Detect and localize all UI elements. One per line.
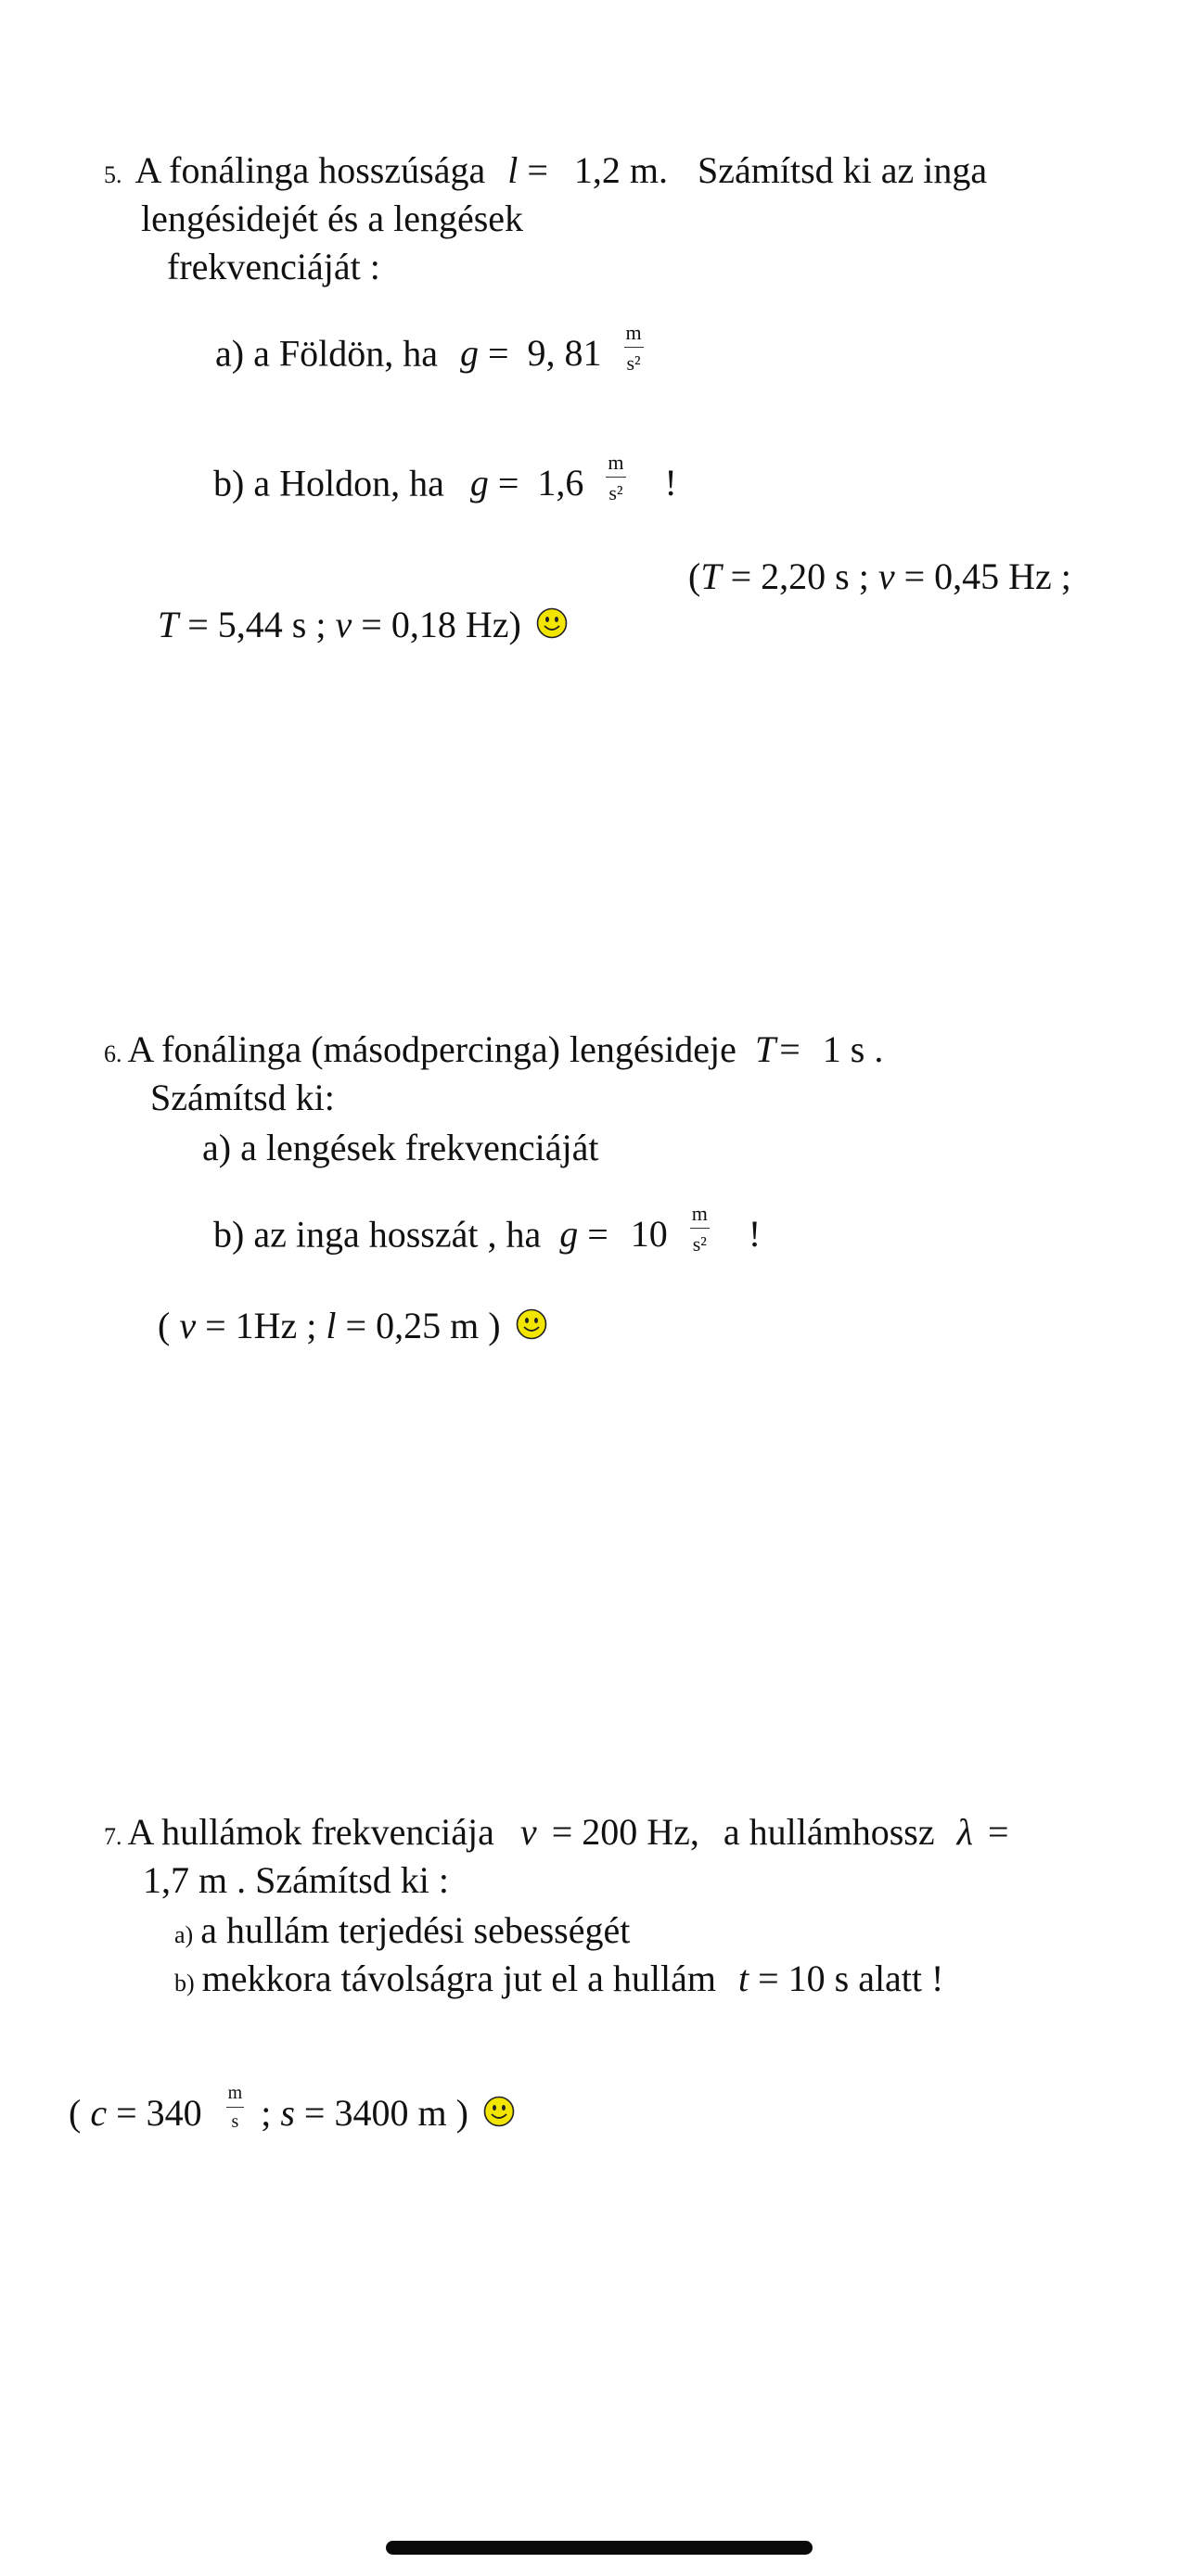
p7-a bbox=[174, 1909, 631, 1951]
p5-b-var: g bbox=[469, 462, 489, 504]
p5-eq1: = bbox=[527, 149, 548, 191]
p7-b bbox=[174, 1960, 943, 1997]
smiley-icon bbox=[516, 1308, 547, 1340]
p7-b-rest: = 10 s alatt ! bbox=[749, 1958, 944, 1999]
p6-a: a) a lengések frekvenciáját bbox=[202, 1127, 599, 1168]
p6-b bbox=[213, 1202, 762, 1266]
p5-a-var: g bbox=[459, 332, 479, 375]
p5-a bbox=[215, 321, 653, 385]
p7-number: 7. bbox=[104, 1823, 122, 1850]
p6-line1 bbox=[104, 1028, 884, 1070]
p5-line1-text: A fonálinga hosszúsága bbox=[134, 149, 486, 191]
p7-b-label: b) bbox=[174, 1970, 195, 1996]
p7-b-text: mekkora távolságra jut el a hullám bbox=[201, 1958, 716, 1999]
p5-a-unit: $\frac{m}{\text{s²}}$ bbox=[625, 321, 642, 376]
p7-answer-unit: $\frac{m}{s}$ bbox=[227, 2083, 243, 2132]
p5-length-value: 1,2 m. bbox=[573, 149, 669, 191]
p7-line2: 1,7 m . Számítsd ki : bbox=[143, 1859, 449, 1901]
p5-var-l: l bbox=[507, 149, 519, 191]
p6-b-unit: $\frac{m}{\text{s²}}$ bbox=[691, 1202, 708, 1256]
p5-b-unit: $\frac{m}{\text{s²}}$ bbox=[608, 451, 624, 505]
p5-line2: lengésidejét és a lengések bbox=[141, 198, 524, 239]
p5-answer-line2: T = 5,44 s ; v = 0,18 Hz) bbox=[158, 606, 568, 644]
p7-a-label: a) bbox=[174, 1921, 194, 1948]
p5-b-value: 1,6 bbox=[537, 462, 584, 504]
home-indicator[interactable] bbox=[386, 2541, 813, 2555]
p5-b bbox=[213, 451, 677, 515]
p6-number: 6. bbox=[104, 1040, 122, 1067]
p7-frequency-value: = 200 Hz, bbox=[551, 1811, 699, 1853]
p6-line2: Számítsd ki: bbox=[150, 1077, 335, 1118]
p7-var-v: v bbox=[519, 1811, 537, 1853]
p7-line1-text: A hullámok frekvenciája bbox=[127, 1811, 494, 1853]
p7-b-var: t bbox=[737, 1958, 749, 1999]
p6-b-prefix: b) az inga hosszát , ha bbox=[213, 1213, 542, 1256]
p6-eq: = bbox=[779, 1028, 800, 1070]
p5-answer-line1: (T = 2,20 s ; v = 0,45 Hz ; bbox=[688, 555, 1071, 597]
p6-answer: ( v = 1Hz ; l = 0,25 m ) bbox=[158, 1307, 547, 1345]
p6-line1-text: A fonálinga (másodpercinga) lengésideje bbox=[127, 1028, 736, 1070]
p5-b-end: ! bbox=[664, 462, 677, 504]
p5-number: 5. bbox=[104, 161, 122, 188]
p5-b-eq: = bbox=[497, 462, 519, 504]
p6-b-value: 10 bbox=[630, 1213, 668, 1256]
p5-a-eq: = bbox=[487, 332, 509, 375]
p7-var-lambda: λ bbox=[956, 1811, 973, 1853]
p7-mid-text: a hullámhossz bbox=[723, 1811, 935, 1853]
p5-line1 bbox=[104, 149, 988, 191]
p6-b-var: g bbox=[559, 1213, 579, 1256]
p6-period-value: 1 s . bbox=[822, 1028, 884, 1070]
p5-a-prefix: a) a Földön, ha bbox=[215, 332, 438, 375]
p7-a-text: a hullám terjedési sebességét bbox=[200, 1909, 631, 1951]
p7-answer: ( c = 340 $\frac{m}{s}$ ; s = 3400 m ) bbox=[69, 2092, 515, 2142]
p5-line3: frekvenciáját : bbox=[167, 246, 380, 287]
p5-line1-end: Számítsd ki az inga bbox=[698, 149, 988, 191]
smiley-icon bbox=[536, 607, 568, 639]
p7-line1 bbox=[104, 1811, 1009, 1853]
smiley-icon bbox=[483, 2096, 515, 2127]
p6-b-eq: = bbox=[587, 1213, 608, 1256]
p7-eq-lambda: = bbox=[987, 1811, 1009, 1853]
p6-var-T: T bbox=[754, 1028, 776, 1070]
p6-b-end: ! bbox=[748, 1213, 762, 1256]
p5-a-value: 9, 81 bbox=[527, 332, 602, 375]
p5-b-prefix: b) a Holdon, ha bbox=[213, 462, 444, 504]
